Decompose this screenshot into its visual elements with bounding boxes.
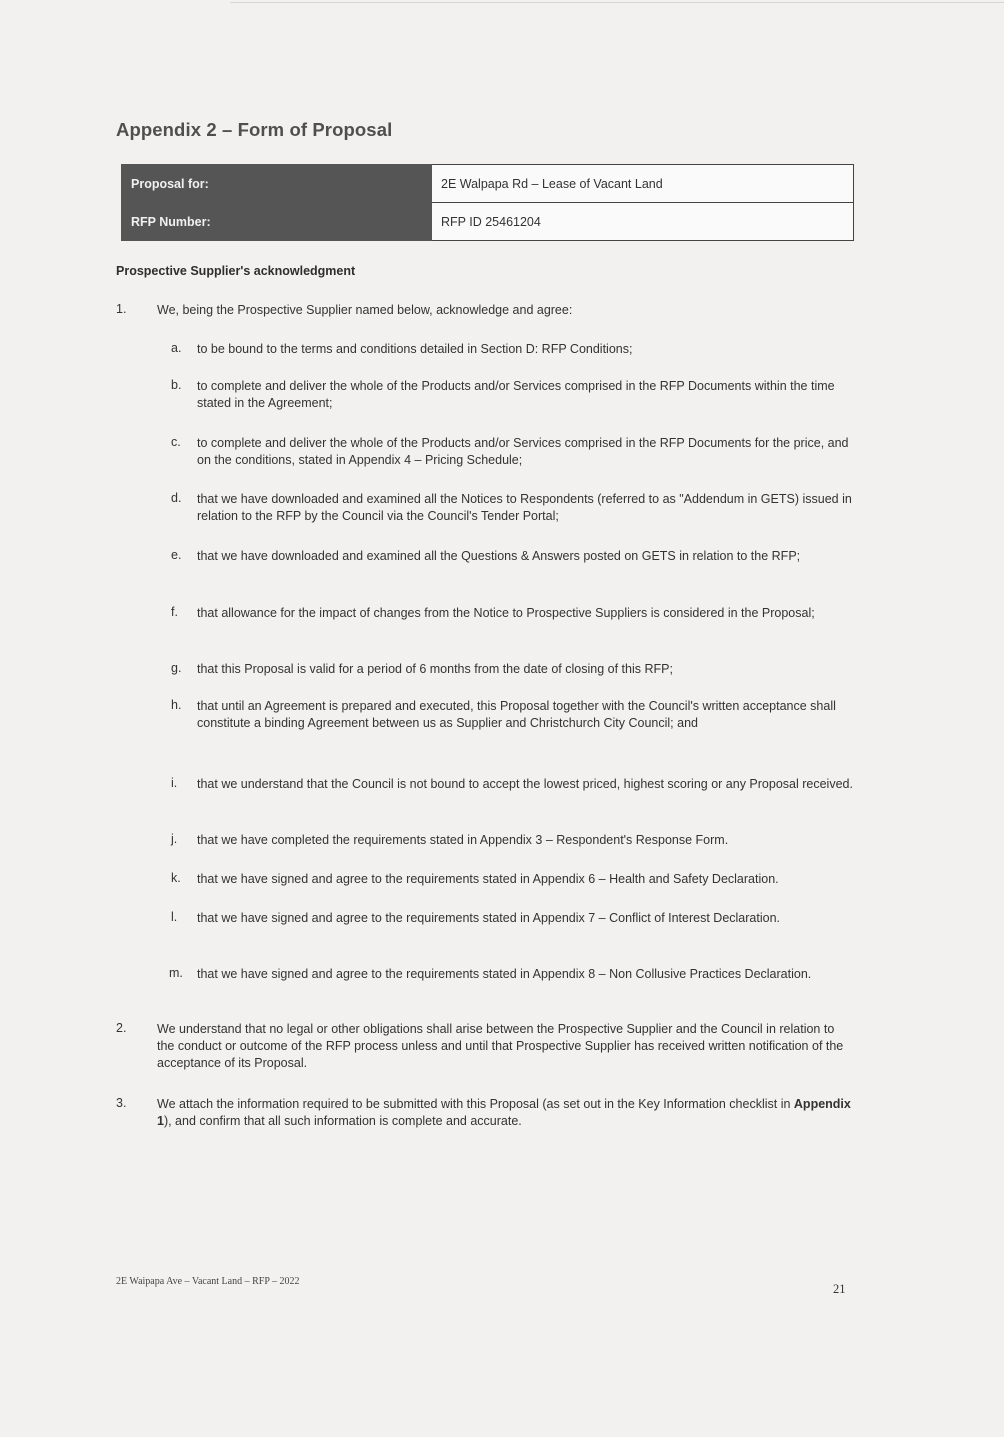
list-item: that we have signed and agree to the requirements stated in Appendix 8 – Non Collusive Practices Declaration. [197,967,812,981]
item-letter: h. [171,698,182,712]
table-row [122,203,854,241]
item-letter: a. [171,341,182,355]
rfp-number-value: RFP ID 25461204 [432,203,854,241]
item-letter: i. [171,776,178,790]
list-item: that we have completed the requirements stated in Appendix 3 – Respondent's Response Form. [197,833,729,847]
footer-document-ref: 2E Waipapa Ave – Vacant Land – RFP – 2022 [116,1276,300,1287]
list-item: that we have downloaded and examined all the Questions & Answers posted on GETS in relation to the RFP; [197,549,801,563]
item-letter: l. [171,910,178,924]
acknowledgment-heading: Prospective Supplier's acknowledgment [116,264,356,278]
list-item: that allowance for the impact of changes from the Notice to Prospective Suppliers is considered in the Proposal; [197,606,815,620]
clause-3-number: 3. [116,1096,127,1110]
list-item: that until an Agreement is prepared and executed, this Proposal together with the Council's written acceptance shall constitute a binding Agreement between us as Supplier and Christchurch City Council; and [197,699,836,730]
list-item: to complete and deliver the whole of the Products and/or Services comprised in the RFP Documents for the price, and on the conditions, stated in Appendix 4 – Pricing Schedule; [197,436,849,467]
list-item: that this Proposal is valid for a period of 6 months from the date of closing of this RFP; [197,662,673,676]
clause-3-text [157,1096,854,1130]
list-item: to complete and deliver the whole of the Products and/or Services comprised in the RFP Documents within the time stated in the Agreement; [197,379,835,410]
list-item: that we have signed and agree to the requirements stated in Appendix 6 – Health and Safety Declaration. [197,872,779,886]
rfp-number-label: RFP Number: [122,203,432,241]
item-letter: d. [171,491,182,505]
list-item: to be bound to the terms and conditions detailed in Section D: RFP Conditions; [197,342,633,356]
page-title: Appendix 2 – Form of Proposal [116,119,393,140]
list-item: that we have downloaded and examined all the Notices to Respondents (referred to as "Addendum in GETS) issued in relation to the RFP by the Council via the Council's Tender Portal; [197,492,852,523]
item-letter: k. [171,871,181,885]
clause-3-text-part: We attach the information required to be submitted with this Proposal (as set out in the Key Information checklist in [157,1097,794,1111]
clause-1-number: 1. [116,302,127,316]
item-letter: e. [171,548,182,562]
clause-2-text: We understand that no legal or other obligations shall arise between the Prospective Supplier and the Council in relation to the conduct or outcome of the RFP process unless and until that Prospective Supplier has received written notification of the acceptance of its Proposal. [157,1022,844,1070]
item-letter: g. [171,661,182,675]
clause-1-text: We, being the Prospective Supplier named below, acknowledge and agree: [157,303,573,317]
item-letter: j. [171,832,178,846]
clause-3-text-part: ), and confirm that all such information is complete and accurate. [163,1114,522,1128]
item-letter: b. [171,378,182,392]
proposal-for-value: 2E Walpapa Rd – Lease of Vacant Land [432,165,854,203]
list-item: that we understand that the Council is not bound to accept the lowest priced, highest scoring or any Proposal received. [197,777,853,791]
item-letter: f. [171,605,178,619]
item-letter: m. [169,966,183,980]
list-item: that we have signed and agree to the requirements stated in Appendix 7 – Conflict of Interest Declaration. [197,911,780,925]
proposal-info-table [121,164,854,241]
appendix-1-ref: Appendix 1 [157,1097,851,1128]
table-row [122,165,854,203]
clause-2-number: 2. [116,1021,127,1035]
proposal-for-label: Proposal for: [122,165,432,203]
item-letter: c. [171,435,181,449]
top-edge-line [230,2,1004,3]
page-number: 21 [833,1282,846,1296]
